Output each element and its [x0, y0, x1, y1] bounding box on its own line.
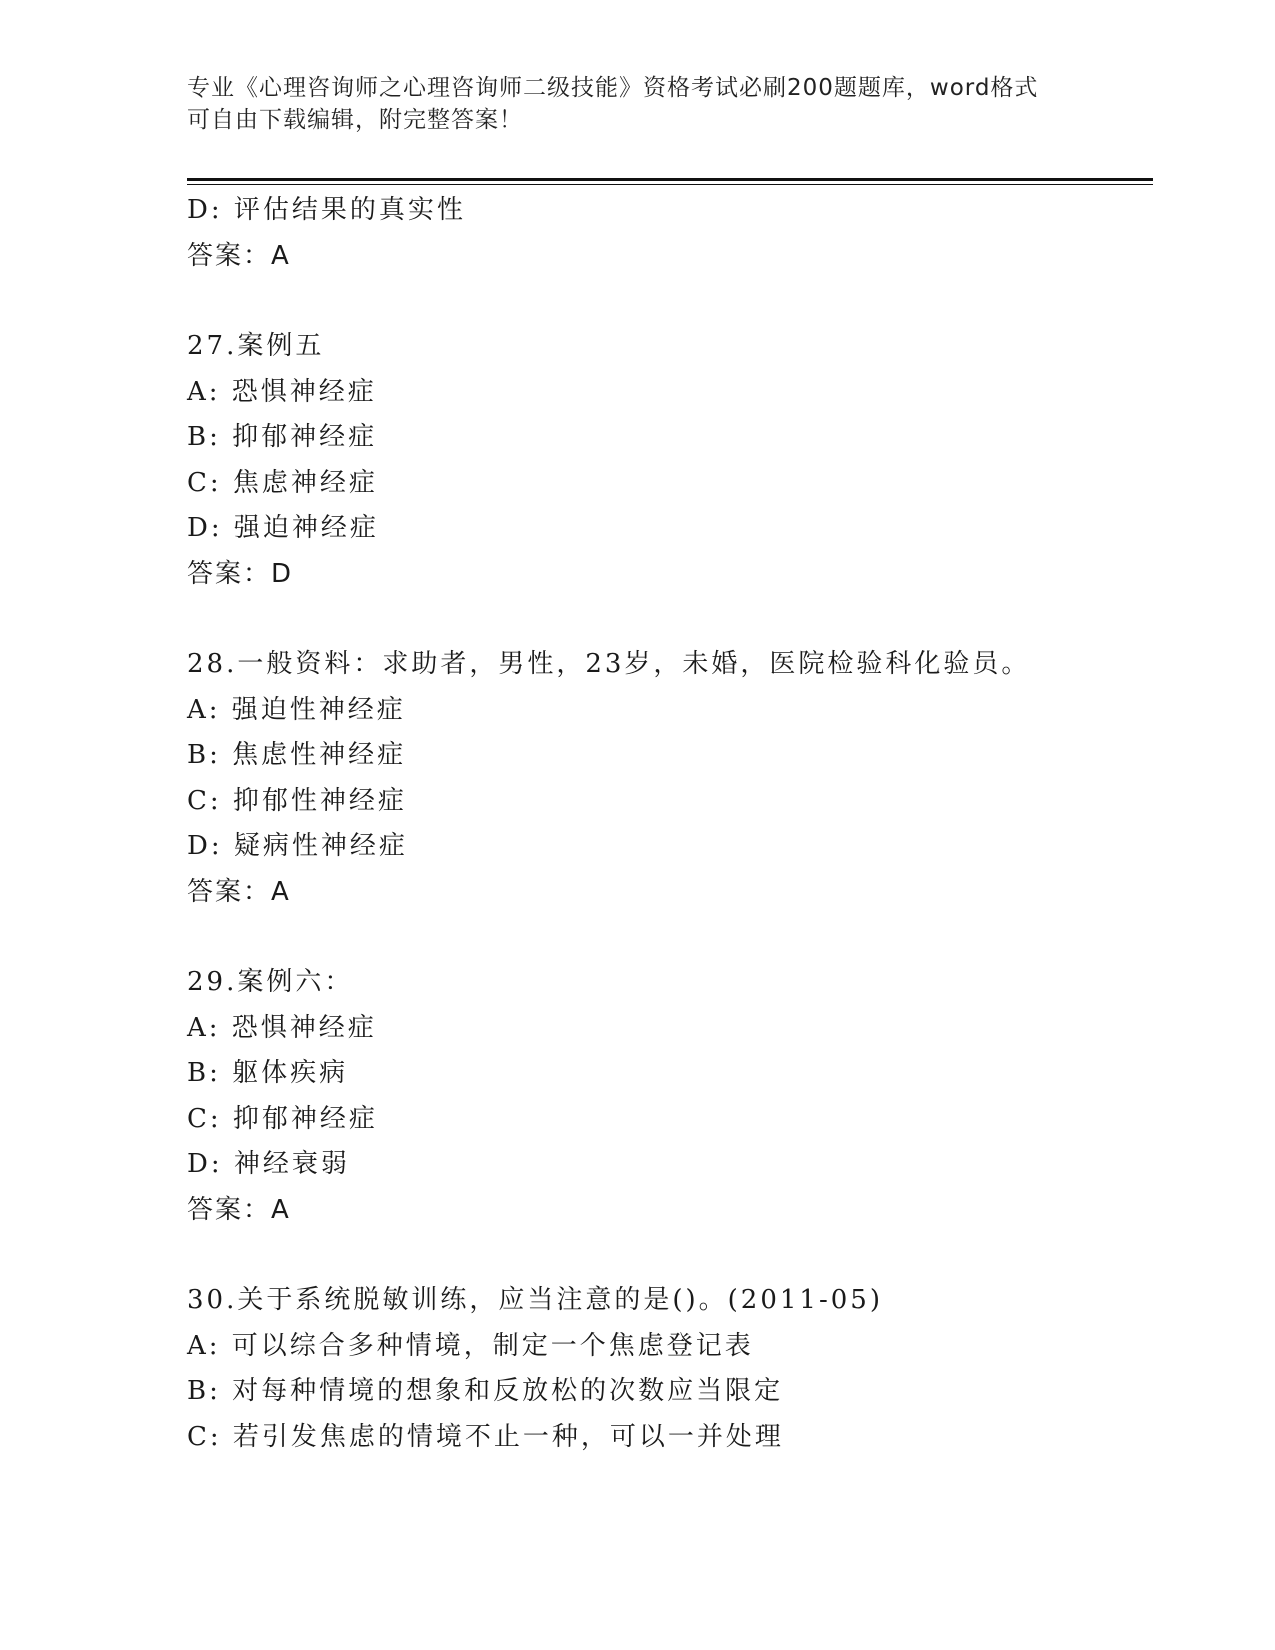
- spacer: [187, 279, 1153, 324]
- option-a: A: 恐惧神经症: [187, 376, 377, 407]
- option-b: B: 抑郁神经症: [187, 422, 378, 452]
- option-d: D: 神经衰弱: [187, 1149, 350, 1179]
- spacer: [187, 915, 1153, 960]
- question-stem: 29.案例六：: [187, 967, 354, 997]
- question-stem: 28.一般资料：求助者，男性，23岁，未婚，医院检验科化验员。: [187, 649, 1031, 679]
- document-header: [187, 72, 1087, 136]
- header-rule-thick: [187, 178, 1153, 181]
- option-c: C: 若引发焦虑的情境不止一种，可以一并处理: [187, 1421, 784, 1452]
- option-c: C: 抑郁性神经症: [187, 785, 407, 816]
- option-b: B: 对每种情境的想象和反放松的次数应当限定: [187, 1376, 784, 1406]
- option-b: B: 躯体疾病: [187, 1058, 349, 1088]
- option-d: D: 强迫神经症: [187, 513, 379, 543]
- option-a: A: 可以综合多种情境，制定一个焦虑登记表: [187, 1330, 754, 1361]
- spacer: [187, 1233, 1153, 1278]
- option-c: C: 抑郁神经症: [187, 1103, 378, 1134]
- answer: 答案：A: [187, 876, 291, 907]
- question-stem: 30.关于系统脱敏训练，应当注意的是()。(2011-05): [187, 1285, 883, 1315]
- header-line-2: 可自由下载编辑，附完整答案！: [187, 107, 523, 133]
- option-c: C: 焦虑神经症: [187, 467, 378, 498]
- option-b: B: 焦虑性神经症: [187, 740, 407, 770]
- spacer: [187, 597, 1153, 642]
- question-27: [187, 324, 1153, 597]
- question-29: [187, 960, 1153, 1233]
- answer: 答案：A: [187, 240, 291, 271]
- answer: 答案：A: [187, 1194, 291, 1225]
- question-stem: 27.案例五: [187, 331, 325, 361]
- option-d: D: 评估结果的真实性: [187, 195, 466, 225]
- answer: 答案：D: [187, 558, 294, 589]
- option-a: A: 强迫性神经症: [187, 694, 406, 725]
- option-a: A: 恐惧神经症: [187, 1012, 377, 1043]
- option-d: D: 疑病性神经症: [187, 831, 408, 861]
- question-list: [187, 188, 1153, 1460]
- question-28: [187, 642, 1153, 915]
- question-30: [187, 1278, 1153, 1460]
- header-line-1: 专业《心理咨询师之心理咨询师二级技能》资格考试必刷200题题库，word格式: [187, 75, 1039, 101]
- header-rule-thin: [187, 184, 1153, 185]
